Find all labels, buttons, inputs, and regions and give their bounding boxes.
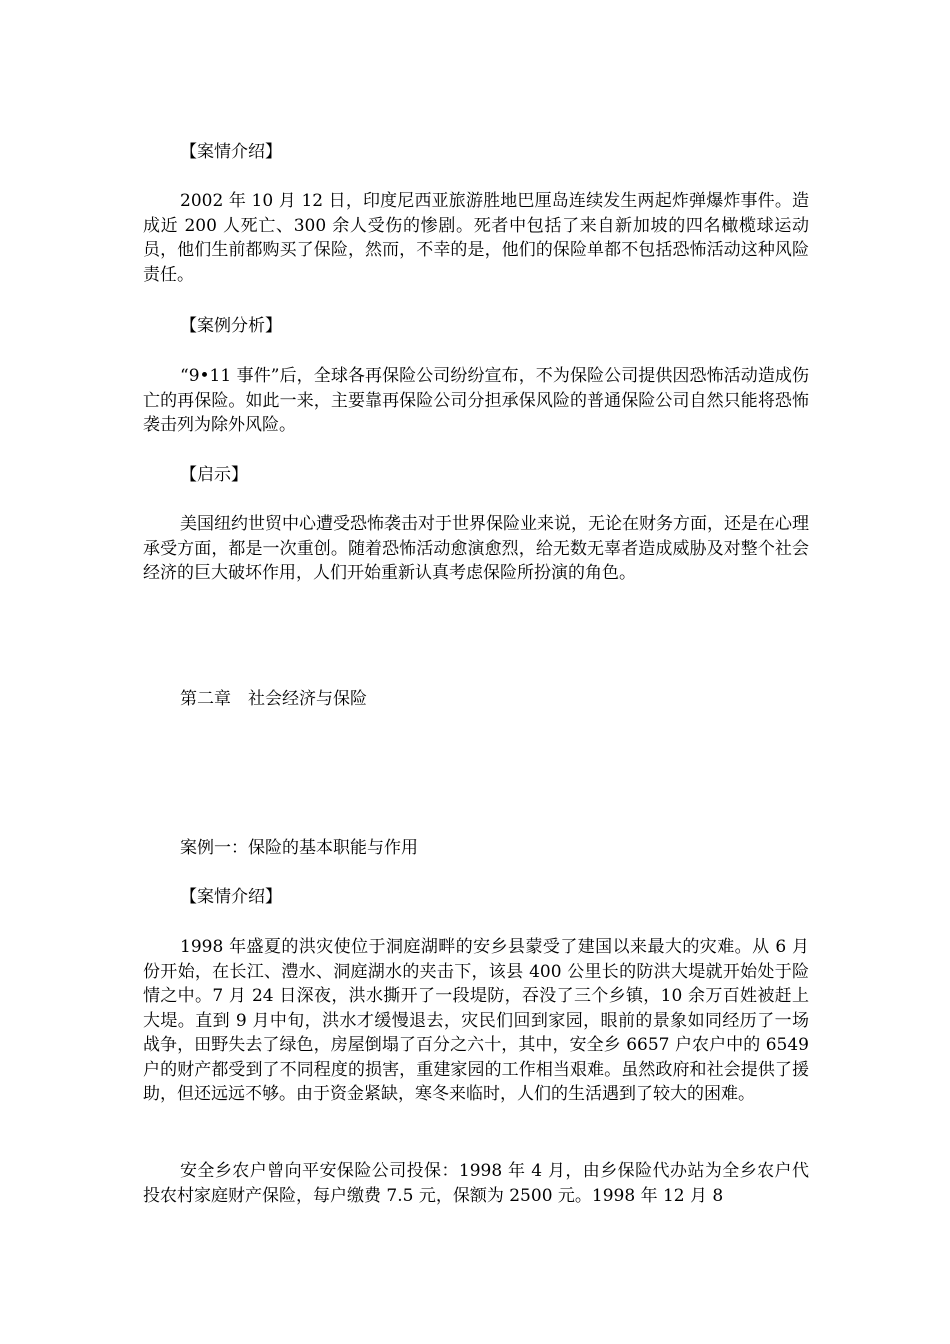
case-analysis-heading: 【案例分析】 <box>180 316 282 336</box>
flood-paragraph: 1998 年盛夏的洪灾使位于洞庭湖畔的安乡县蒙受了建国以来最大的灾难。从 6 月份开始，在长江、澧水、洞庭湖水的夹击下，该县 400 公里长的防洪大堤就开始处于险情之中。7 月 24 日深夜，洪水撕开了一段堤防，吞没了三个乡镇，10 余万百姓被赶上大堤。直到 9 月中旬，洪水才缓慢退去，灾民们回到家园，眼前的景象如同经历了一场战争，田野失去了绿色，房屋倒塌了百分之六十，其中，安全乡 6657 户农户中的 6549 户的财产都受到了不同程度的损害，重建家园的工作相当艰难。虽然政府和社会提供了援助，但还远远不够。由于资金紧缺，寒冬来临时，人们的生活遇到了较大的困难。 <box>143 937 809 1104</box>
insight-heading: 【启示】 <box>180 465 248 485</box>
case-title: 案例一：保险的基本职能与作用 <box>180 838 418 858</box>
case-intro-paragraph: 2002 年 10 月 12 日，印度尼西亚旅游胜地巴厘岛连续发生两起炸弹爆炸事件。造成近 200 人死亡、300 余人受伤的惨剧。死者中包括了来自新加坡的四名橄榄球运动员，他们生前都购买了保险，然而，不幸的是，他们的保险单都不包括恐怖活动这种风险责任。 <box>143 191 809 285</box>
insurance-paragraph: 安全乡农户曾向平安保险公司投保：1998 年 4 月，由乡保险代办站为全乡农户代投农村家庭财产保险，每户缴费 7.5 元，保额为 2500 元。1998 年 12 月 8 <box>143 1161 809 1206</box>
case-analysis-paragraph: “9•11 事件”后，全球各再保险公司纷纷宣布，不为保险公司提供因恐怖活动造成伤亡的再保险。如此一来，主要靠再保险公司分担承保风险的普通保险公司自然只能将恐怖袭击列为除外风险。 <box>143 366 809 435</box>
case-intro-heading-2: 【案情介绍】 <box>180 887 282 907</box>
insight-paragraph: 美国纽约世贸中心遭受恐怖袭击对于世界保险业来说，无论在财务方面，还是在心理承受方面，都是一次重创。随着恐怖活动愈演愈烈，给无数无辜者造成威胁及对整个社会经济的巨大破坏作用，人们开始重新认真考虑保险所扮演的角色。 <box>143 514 809 583</box>
case-intro-heading: 【案情介绍】 <box>180 142 282 162</box>
chapter-title: 第二章 社会经济与保险 <box>180 689 367 709</box>
